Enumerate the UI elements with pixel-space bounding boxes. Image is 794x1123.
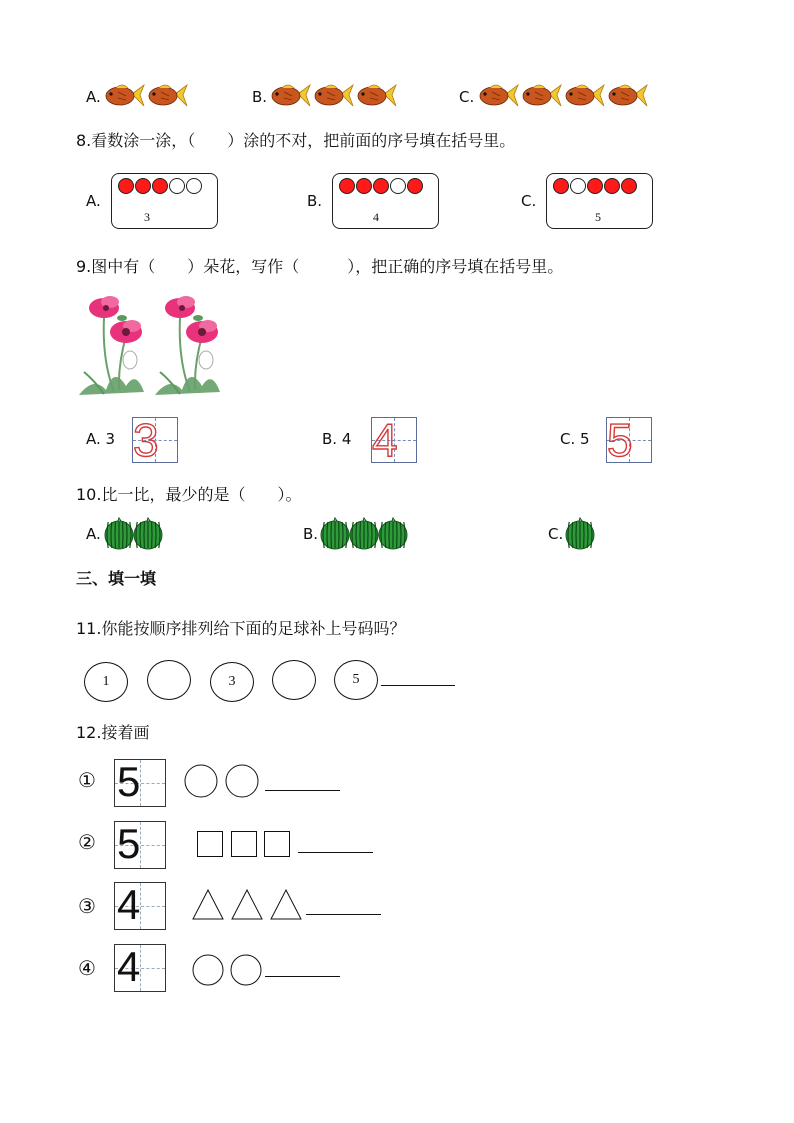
q9-option-b[interactable]: [322, 430, 351, 448]
q9-option-a[interactable]: [86, 430, 115, 448]
q7-label-c: C.: [459, 88, 475, 106]
q12-row2-shapes: [197, 831, 293, 859]
q11-ball-5: [334, 660, 378, 700]
q8-label-b: B.: [307, 192, 323, 210]
circle-shape: [231, 955, 261, 985]
q10-option-b[interactable]: [303, 525, 318, 543]
q9-digit-b: 4: [372, 414, 398, 466]
q12-row1-answer-line[interactable]: [265, 790, 340, 791]
q9-digit-box-c: [606, 414, 652, 466]
filled-dot: [135, 178, 151, 194]
flower-plant-2: [155, 296, 220, 395]
triangle-shape: [271, 890, 301, 919]
q11-ball-2[interactable]: [147, 660, 191, 700]
fish-icon: [272, 85, 310, 106]
filled-dot: [339, 178, 355, 194]
q12-row1-shapes: [184, 764, 264, 798]
q8-label-c: C.: [521, 192, 537, 210]
q12-row1-digit: 5: [117, 758, 141, 805]
q9-digit-box-a: [132, 414, 178, 466]
empty-dot: [169, 178, 185, 194]
q11-ball-3: [210, 662, 254, 702]
q9-option-c[interactable]: [560, 430, 590, 448]
watermelon-icon: [379, 518, 407, 549]
fish-icon: [480, 85, 518, 106]
q7-option-b[interactable]: [252, 88, 267, 106]
fish-icon: [358, 85, 396, 106]
watermelon-icon: [134, 518, 162, 549]
empty-dot: [570, 178, 586, 194]
q11-ball-4[interactable]: [272, 660, 316, 700]
circle-shape: [193, 955, 223, 985]
q12-question: 12.接着画: [76, 723, 150, 742]
q9-digit-c: 5: [607, 414, 633, 466]
watermelon-icon: [105, 518, 133, 549]
q11-question: 11.你能按顺序排列给下面的足球补上号码吗？: [76, 619, 406, 638]
filled-dot: [407, 178, 423, 194]
q8-dots-c: [553, 178, 637, 194]
q12-row2-marker: ②: [78, 830, 96, 854]
fish-icon: [566, 85, 604, 106]
q12-row1-digit-box: [114, 759, 166, 807]
q7-label-a: A.: [86, 88, 101, 106]
q7-option-a[interactable]: [86, 88, 101, 106]
q7-option-c[interactable]: [459, 88, 474, 106]
flowers-image: [74, 290, 224, 402]
q12-row4-digit-box: [114, 944, 166, 992]
q12-row4-marker: ④: [78, 956, 96, 980]
square-shape: [198, 832, 223, 857]
q11-ball-1: [84, 662, 128, 702]
triangle-shape: [193, 890, 223, 919]
q8-number-a: 3: [144, 210, 150, 224]
q7-fish-row-b: [270, 82, 410, 110]
q9-digit-a: 3: [133, 414, 159, 466]
q8-label-a: A.: [86, 192, 101, 210]
fish-icon: [149, 85, 187, 106]
filled-dot: [152, 178, 168, 194]
q7-label-b: B.: [252, 88, 268, 106]
q8-card-c: [546, 173, 653, 229]
q9-label-a: A. 3: [86, 430, 116, 448]
filled-dot: [604, 178, 620, 194]
q12-row4-digit: 4: [117, 943, 141, 990]
q8-card-a: [111, 173, 218, 229]
watermelon-icon: [350, 518, 378, 549]
empty-dot: [390, 178, 406, 194]
fish-icon: [315, 85, 353, 106]
q9-question: 9.图中有（ ）朵花，写作（ ），把正确的序号填在括号里。: [76, 257, 564, 276]
q11-ball-1-number: 1: [102, 674, 110, 689]
q10-watermelons-a: [104, 517, 174, 551]
filled-dot: [553, 178, 569, 194]
square-shape: [265, 832, 290, 857]
q12-row3-digit: 4: [117, 881, 141, 928]
triangle-shape: [232, 890, 262, 919]
filled-dot: [621, 178, 637, 194]
q9-label-c: C. 5: [560, 430, 590, 448]
flower-plant-1: [79, 296, 144, 395]
q11-ball-3-number: 3: [228, 674, 236, 689]
q7-fish-row-c: [478, 82, 658, 110]
q10-watermelons-b: [320, 517, 420, 551]
q12-row3-marker: ③: [78, 894, 96, 918]
q8-dots-a: [118, 178, 202, 194]
q10-watermelons-c: [565, 517, 599, 551]
q8-option-c[interactable]: [521, 192, 536, 210]
q12-row2-digit: 5: [117, 820, 141, 867]
q12-row3-answer-line[interactable]: [306, 914, 381, 915]
q8-dots-b: [339, 178, 423, 194]
fish-icon: [106, 85, 144, 106]
section-title: 三、填一填: [76, 569, 157, 588]
q8-option-a[interactable]: [86, 192, 101, 210]
fish-icon: [609, 85, 647, 106]
q9-label-b: B. 4: [322, 430, 352, 448]
q10-question: 10.比一比，最少的是（ ）。: [76, 485, 302, 504]
q10-option-a[interactable]: [86, 525, 101, 543]
q12-row4-shapes: [192, 954, 264, 988]
q11-ball-5-number: 5: [352, 672, 360, 687]
q12-row2-digit-box: [114, 821, 166, 869]
circle-shape: [185, 765, 217, 797]
filled-dot: [356, 178, 372, 194]
q10-label-c: C.: [548, 525, 564, 543]
circle-shape: [226, 765, 258, 797]
q10-option-c[interactable]: [548, 525, 563, 543]
q8-question: 8.看数涂一涂，（ ）涂的不对，把前面的序号填在括号里。: [76, 131, 516, 150]
q11-answer-line[interactable]: [381, 685, 455, 686]
q7-fish-row-a: [104, 82, 204, 110]
watermelon-icon: [321, 518, 349, 549]
q12-row1-marker: ①: [78, 768, 96, 792]
fish-icon: [523, 85, 561, 106]
filled-dot: [118, 178, 134, 194]
q9-digit-box-b: [371, 414, 417, 466]
q8-option-b[interactable]: [307, 192, 322, 210]
filled-dot: [373, 178, 389, 194]
q10-label-b: B.: [303, 525, 319, 543]
filled-dot: [587, 178, 603, 194]
q12-row3-digit-box: [114, 882, 166, 930]
q8-card-b: [332, 173, 439, 229]
q12-row4-answer-line[interactable]: [265, 976, 340, 977]
q8-number-c: 5: [595, 210, 601, 224]
empty-dot: [186, 178, 202, 194]
q12-row2-answer-line[interactable]: [298, 852, 373, 853]
q8-number-b: 4: [373, 210, 379, 224]
square-shape: [232, 832, 257, 857]
q12-row3-shapes: [192, 889, 304, 921]
watermelon-icon: [566, 518, 594, 549]
q10-label-a: A.: [86, 525, 101, 543]
